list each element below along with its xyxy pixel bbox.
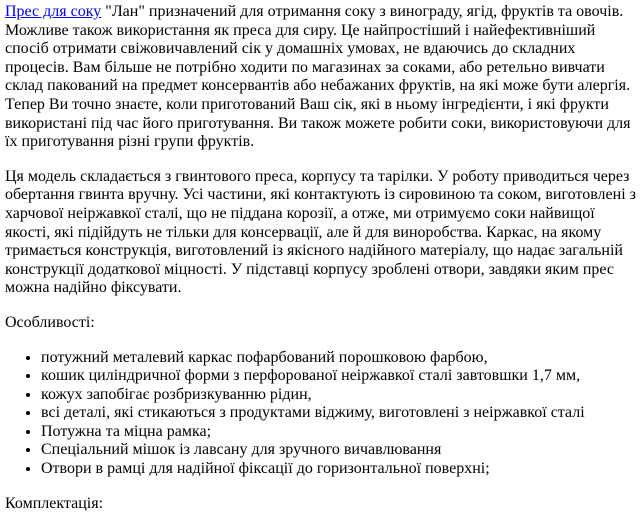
contents-heading: Комплектація:	[5, 494, 104, 512]
list-item: • всі деталі, які стикаються з продуктами віджиму, виготовлені з неіржавкої сталі	[41, 404, 636, 423]
description-paragraph: Ця модель складається з гвинтового преса, корпусу та тарілки. У роботу приводиться через обертання гвинта вручну. Усі частини, які контактують із сировиною та соком, виготовлені з харчової неіржавкої сталі, що не піддана корозії, а отже, ми отримуємо соки найвищої якості, які підійдуть не тільки для консервації, але й для виноробства. Каркас, на якому тримається конструкція, виготовлений із якісного надійного матеріалу, що надає загальній конструкції додаткової міцності. У підставці корпусу зроблені отвори, завдяки яким прес можна надійно фіксувати.	[5, 167, 636, 297]
list-item: • кошик циліндричної форми з перфорованої неіржавкої сталі завтовшки 1,7 мм,	[41, 367, 636, 386]
features-list	[5, 349, 636, 479]
list-item: • Спеціальний мішок із лавсану для зручного вичавлювання	[41, 441, 636, 460]
intro-text: "Лан" призначений для отримання соку з винограду, ягід, фруктів та овочів. Можливе також використання як преса для сиру. Це найпростіший і найефективніший спосіб отримати свіжовичавлений сік у домашніх умовах, не вдаючись до складних процесів. Вам більше не потрібно ходити по магазинах за соками, або ретельно вивчати склад пакований на предмет консервантів або небажаних фруктів, на які може бути алергія. Тепер Ви точно знаєте, коли приготований Ваш сік, які в ньому інгредієнти, і які фрукти використані під час його приготування. Ви також можете робити соки, використовуючи для їх приготування різні групи фруктів.	[5, 3, 631, 151]
product-link[interactable]: Прес для соку	[5, 3, 102, 20]
list-item: • Потужна та міцна рамка;	[41, 423, 636, 442]
list-item: • Отвори в рамці для надійної фіксації до горизонтальної поверхні;	[41, 460, 636, 479]
list-item: • потужний металевий каркас пофарбований порошковою фарбою,	[41, 349, 636, 368]
list-item: • кожух запобігає розбризкуванню рідин,	[41, 386, 636, 405]
intro-paragraph	[5, 3, 636, 152]
features-heading: Особливості:	[5, 313, 95, 331]
